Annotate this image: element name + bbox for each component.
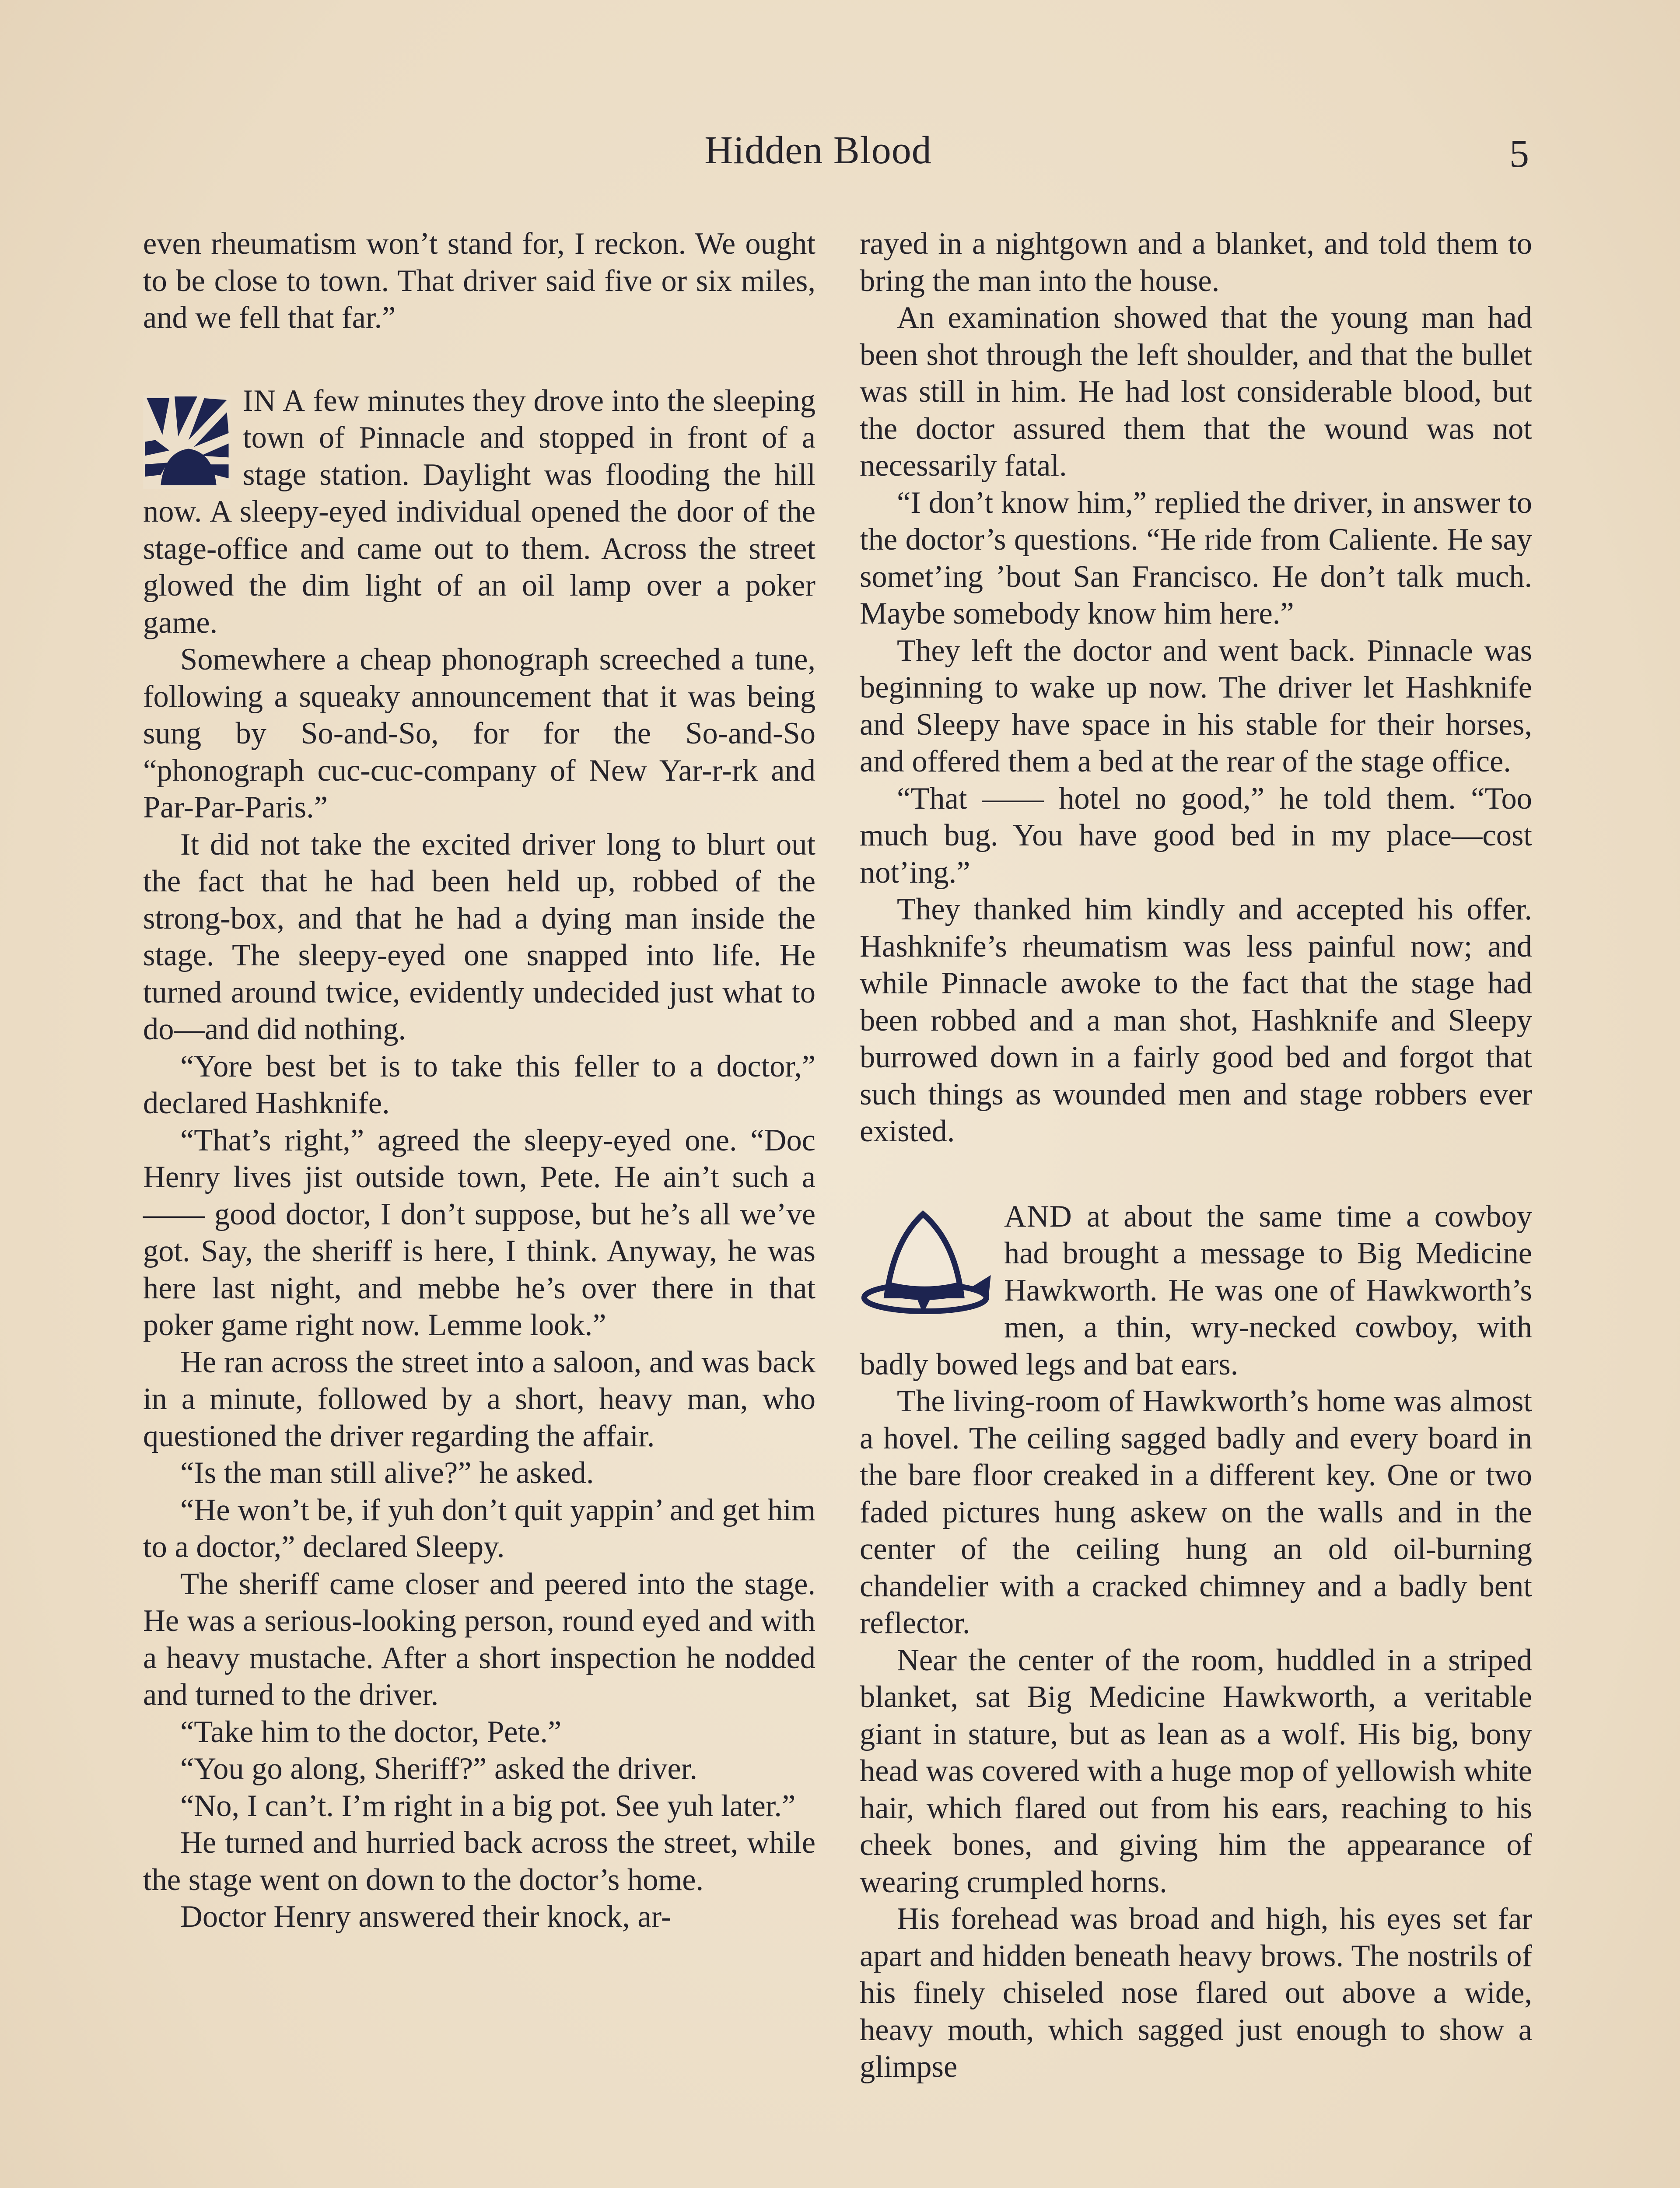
paragraph: “That —— hotel no good,” he told them. “Too much bug. You have good bed in my place—cost not’ing.” <box>860 781 1532 890</box>
right-column <box>860 225 1532 2086</box>
paragraph: “Yore best bet is to take this feller to a doctor,” declared Hashknife. <box>143 1049 816 1120</box>
section-lead-words: AND <box>1004 1199 1072 1234</box>
paragraph: “He won’t be, if yuh don’t quit yappin’ and get him to a doctor,” declared Sleepy. <box>143 1493 816 1564</box>
paragraph: “I don’t know him,” replied the driver, in answer to the doctor’s questions. “He ride from Caliente. He say somet’ing ’bout San Francisco. He don’t talk much. Maybe somebody know him here.” <box>860 485 1532 631</box>
section-lead-words: IN A <box>243 383 306 418</box>
paragraph: It did not take the excited driver long to blurt out the fact that he had been held up, robbed of the strong-box, and that he had a dying man inside the stage. The sleepy-eyed one snapped into life. He turned around twice, evidently undecided just what to do—and did nothing. <box>143 827 816 1046</box>
paragraph: An examination showed that the young man had been shot through the left shoulder, and that the bullet was still in him. He had lost considerable blood, but the doctor assured them that the wound was not necessarily fatal. <box>860 301 1532 483</box>
cowboy-hat-ornament-icon <box>860 1207 995 1321</box>
paragraph: even rheumatism won’t stand for, I reckon. We ought to be close to town. That driver said five or six miles, and we fell that far.” <box>143 227 816 335</box>
paragraph: They left the doctor and went back. Pinnacle was beginning to wake up now. The driver let Hashknife and Sleepy have space in his stable for their horses, and offered them a bed at the rear of the stage office. <box>860 633 1532 778</box>
paragraph: The sheriff came closer and peered into the stage. He was a serious-looking person, round eyed and with a heavy mustache. After a short inspection he nodded and turned to the driver. <box>143 1567 816 1712</box>
paragraph: They thanked him kindly and accepted his offer. Hashknife’s rheumatism was less painful now; and while Pinnacle awoke to the fact that the stage had been robbed and a man shot, Hashknife and Sleepy burrowed down in a fairly good bed and forgot that such things as wounded men and stage robbers ever existed. <box>860 892 1532 1148</box>
paragraph: “No, I can’t. I’m right in a big pot. See yuh later.” <box>180 1788 796 1823</box>
section-opening-text: at about the same time a cowboy had brought a message to Big Medicine Hawkworth. He was one of Hawkworth’s men, a thin, wry-necked cowboy, with badly bowed legs and bat ears. <box>860 1199 1532 1382</box>
sunrise-ornament-icon <box>143 395 231 489</box>
paragraph: Somewhere a cheap phonograph screeched a tune, following a squeaky announcement that it was being sung by So-and-So, for for the So-and-So “phonograph cuc-cuc-company of New Yar-r-rk and Par-Par-Paris.” <box>143 642 816 824</box>
paragraph: He turned and hurried back across the street, while the stage went on down to the doctor’s home. <box>143 1826 816 1897</box>
paragraph: “Take him to the doctor, Pete.” <box>180 1715 562 1749</box>
paragraph: His forehead was broad and high, his eyes set far apart and hidden beneath heavy brows. The nostrils of his finely chiseled nose flared out above a wide, heavy mouth, which sagged just enough to show a glimpse <box>860 1902 1532 2084</box>
paragraph: Near the center of the room, huddled in a striped blanket, sat Big Medicine Hawkworth, a veritable giant in stature, but as lean as a wolf. His big, bony head was covered with a huge mop of yellowish white hair, which flared out from his ears, reaching to his cheek bones, and giving him the appearance of wearing crumpled horns. <box>860 1643 1532 1899</box>
paragraph: Doctor Henry answered their knock, ar- <box>180 1900 672 1934</box>
section-opening-paragraph <box>860 1198 1532 1383</box>
section-break <box>143 337 816 382</box>
paragraph: “That’s right,” agreed the sleepy-eyed one. “Doc Henry lives jist outside town, Pete. He ain’t such a —— good doctor, I don’t suppose, but he’s all we’ve got. Say, the sheriff is here, I think. Anyway, he was here last night, and mebbe he’s over there in that poker game right now. Lemme look.” <box>143 1123 816 1342</box>
paragraph: “You go along, Sheriff?” asked the driver. <box>180 1752 697 1786</box>
section-opening-paragraph <box>143 382 816 642</box>
paragraph: He ran across the street into a saloon, and was back in a minute, followed by a short, heavy man, who questioned the driver regarding the affair. <box>143 1345 816 1453</box>
left-column <box>143 225 816 1936</box>
paragraph: “Is the man still alive?” he asked. <box>180 1456 594 1490</box>
section-break <box>860 1150 1532 1198</box>
section-opening-text: few minutes they drove into the sleeping town of Pinnacle and stopped in front of a stage station. Daylight was flooding the hill now. A sleepy-eyed individual opened the door of the stage-office and came out to them. Across the street glowed the dim light of an oil lamp over a poker game. <box>143 383 816 640</box>
page-number: 5 <box>1509 132 1529 175</box>
running-title: Hidden Blood <box>704 129 932 172</box>
paragraph: rayed in a nightgown and a blanket, and told them to bring the man into the house. <box>860 227 1532 298</box>
paragraph: The living-room of Hawkworth’s home was almost a hovel. The ceiling sagged badly and every board in the bare floor creaked in a different key. One or two faded pictures hung askew on the walls and in the center of the ceiling hung an old oil-burning chandelier with a cracked chimney and a badly bent reflector. <box>860 1384 1532 1640</box>
